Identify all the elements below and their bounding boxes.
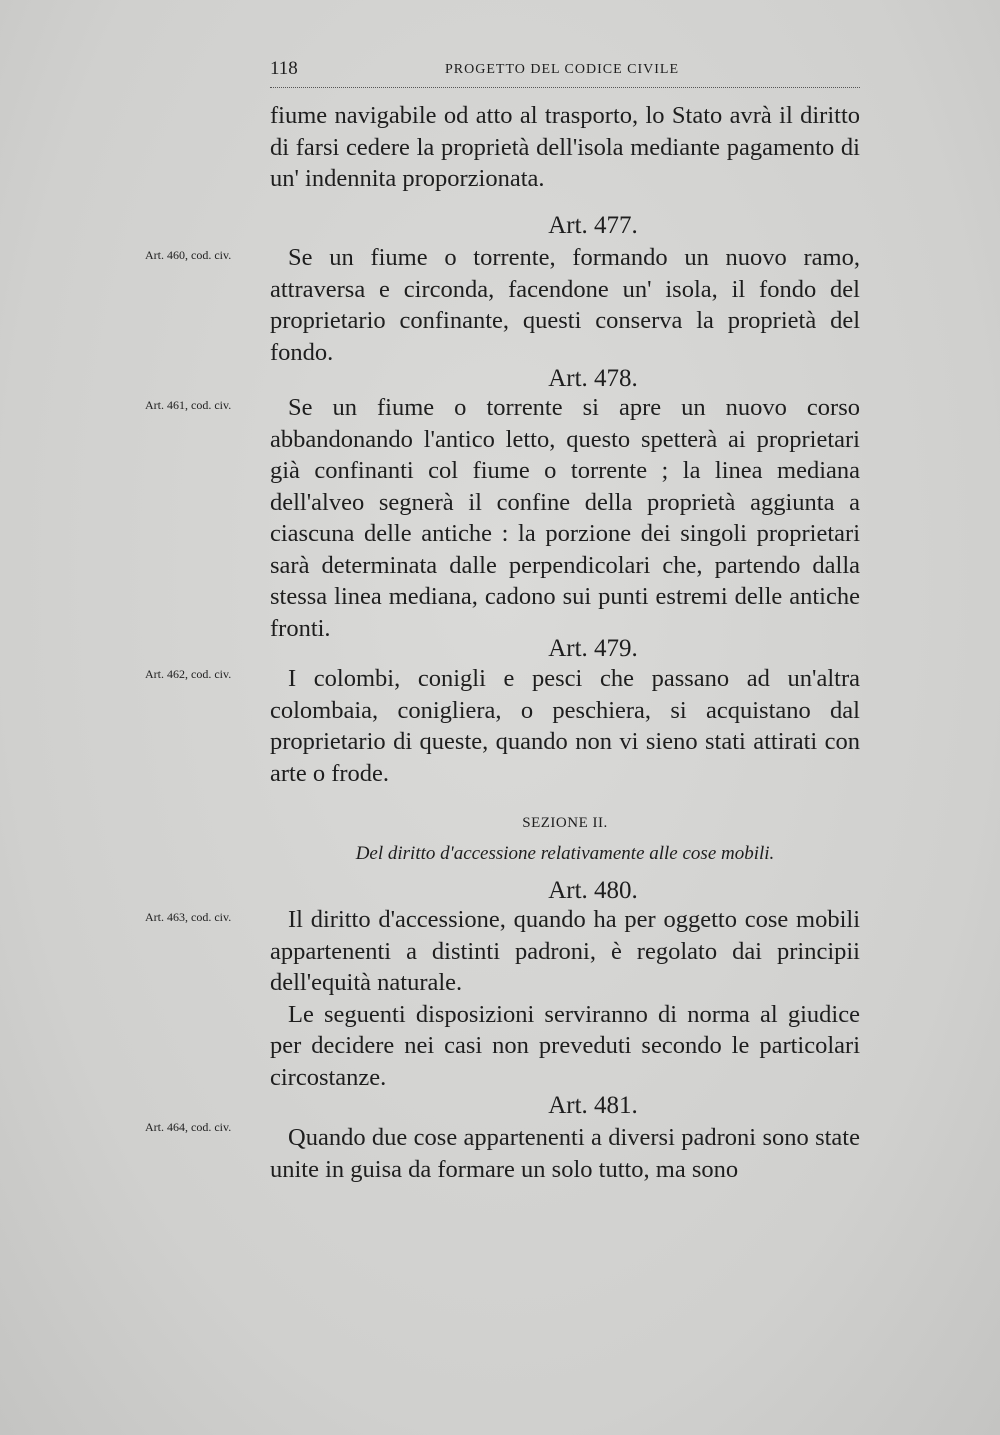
margin-note-477: Art. 460, cod. civ. [145,248,232,262]
article-text-479: I colombi, conigli e pesci che passano ad un'altra colombaia, conigliera, o peschiera, si acquistano dal proprietario di queste, quando non vi sieno stati attirati con arte o frode. [270,665,860,787]
section-title: SEZIONE II. [522,815,608,831]
article-heading-479: Art. 479. [548,635,638,662]
margin-note-478: Art. 461, cod. civ. [145,398,232,412]
article-text-477: Se un fiume o torrente, formando un nuovo ramo, attraversa e circonda, facendone un' isola, il fondo del proprietario confinante, questi conserva la proprietà del fondo. [270,244,860,366]
section-subtitle: Del diritto d'accessione relativamente alle cose mobili. [355,843,775,864]
header-rule [270,87,860,88]
article-heading-480: Art. 480. [548,877,638,904]
running-title: PROGETTO DEL CODICE CIVILE [445,62,680,77]
margin-note-479: Art. 462, cod. civ. [145,667,232,681]
article-heading-478: Art. 478. [548,365,638,392]
article-text-480: Il diritto d'accessione, quando ha per oggetto cose mobili appartenenti a distinti padroni, è regolato dai principii dell'equità naturale. Le seguenti disposizioni serviranno di norma al giudice per decidere nei casi non preveduti secondo le particolari circostanze. [270,906,860,1091]
article-heading-481: Art. 481. [548,1092,638,1119]
continuation-paragraph: fiume navigabile od atto al trasporto, lo Stato avrà il diritto di farsi cedere la proprietà dell'isola mediante pagamento di un' indennita proporzionata. [270,102,860,192]
article-text-481: Quando due cose appartenenti a diversi padroni sono state unite in guisa da formare un solo tutto, ma sono [270,1124,860,1183]
margin-note-480: Art. 463, cod. civ. [145,910,232,924]
article-text-478: Se un fiume o torrente si apre un nuovo corso abbandonando l'antico letto, questo spetterà ai proprietari già confinanti col fiume o torrente ; la linea mediana dell'alveo segnerà il confine della proprietà aggiunta a ciascuna delle antiche : la porzione dei singoli proprietari sarà determinata dalle perpendicolari che, partendo dalla stessa linea mediana, cadono sui punti estremi delle antiche fronti. [270,394,860,642]
margin-note-481: Art. 464, cod. civ. [145,1120,232,1134]
page-number: 118 [270,58,298,79]
article-heading-477: Art. 477. [548,212,638,239]
page-header [270,58,860,82]
